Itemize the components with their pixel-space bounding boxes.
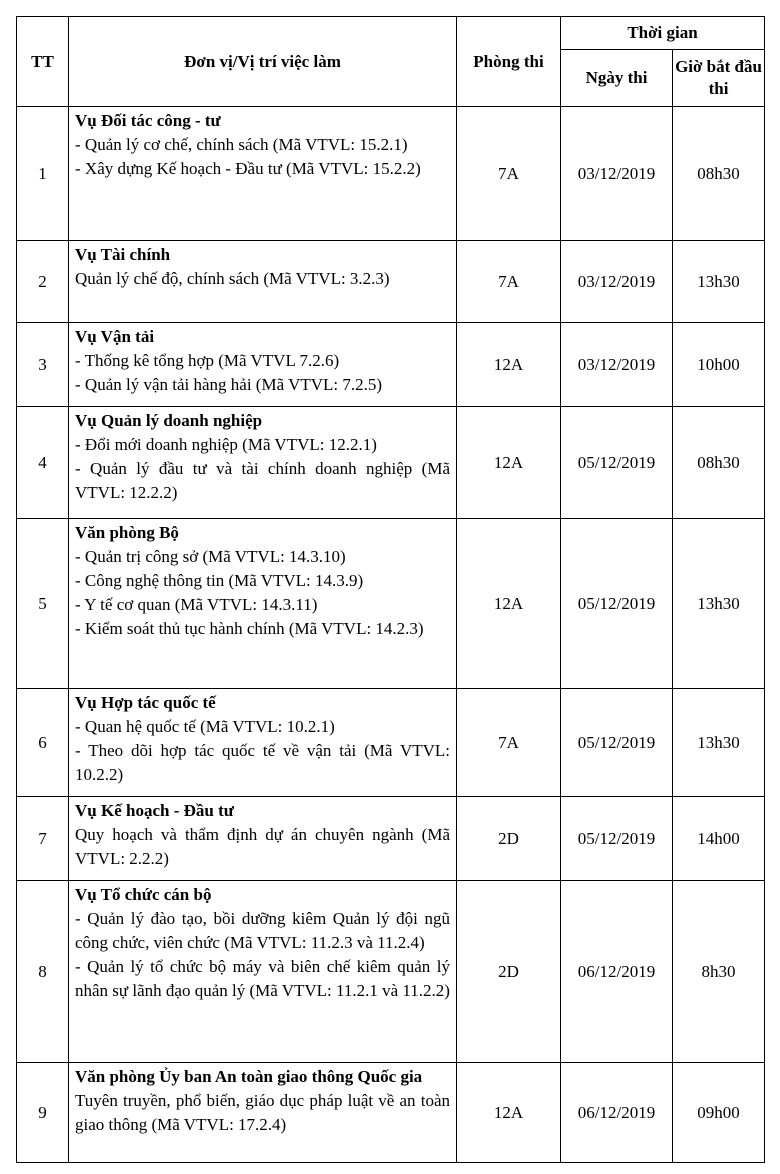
exam-date: 03/12/2019 (561, 323, 673, 407)
unit-name: Văn phòng Ủy ban An toàn giao thông Quốc gia (75, 1067, 423, 1086)
row-number: 6 (17, 689, 69, 797)
exam-date: 05/12/2019 (561, 407, 673, 519)
position-item: - Quan hệ quốc tế (Mã VTVL: 10.2.1) (75, 717, 335, 736)
unit-name: Vụ Hợp tác quốc tế (75, 693, 216, 712)
exam-date: 06/12/2019 (561, 881, 673, 1063)
exam-room: 7A (457, 107, 561, 241)
exam-date: 03/12/2019 (561, 241, 673, 323)
table-row (17, 881, 765, 1063)
table-row (17, 1063, 765, 1163)
unit-cell (69, 1063, 457, 1163)
exam-start-time: 13h30 (673, 689, 765, 797)
header-date: Ngày thi (561, 50, 673, 107)
header-tt: TT (17, 17, 69, 107)
exam-schedule-table (16, 16, 765, 1163)
unit-name: Vụ Đối tác công - tư (75, 111, 221, 130)
exam-date: 05/12/2019 (561, 797, 673, 881)
unit-cell (69, 881, 457, 1063)
unit-cell (69, 689, 457, 797)
unit-name: Vụ Quản lý doanh nghiệp (75, 411, 263, 430)
row-number: 9 (17, 1063, 69, 1163)
row-number: 5 (17, 519, 69, 689)
position-item: - Quản lý tổ chức bộ máy và biên chế kiêm quản lý nhân sự lãnh đạo quản lý (Mã VTVL: 11.2.1 và 11.2.2) (75, 957, 450, 1000)
table-row (17, 323, 765, 407)
table-row (17, 407, 765, 519)
unit-cell (69, 407, 457, 519)
exam-room: 12A (457, 323, 561, 407)
position-item: - Thống kê tổng hợp (Mã VTVL 7.2.6) (75, 351, 340, 370)
header-unit: Đơn vị/Vị trí việc làm (69, 17, 457, 107)
exam-room: 12A (457, 407, 561, 519)
exam-room: 12A (457, 519, 561, 689)
exam-start-time: 10h00 (673, 323, 765, 407)
position-item: - Đổi mới doanh nghiệp (Mã VTVL: 12.2.1) (75, 435, 377, 454)
position-item: - Công nghệ thông tin (Mã VTVL: 14.3.9) (75, 571, 364, 590)
unit-name: Vụ Tài chính (75, 245, 171, 264)
exam-start-time: 09h00 (673, 1063, 765, 1163)
exam-date: 05/12/2019 (561, 519, 673, 689)
unit-name: Vụ Vận tải (75, 327, 155, 346)
table-row (17, 107, 765, 241)
position-item: - Y tế cơ quan (Mã VTVL: 14.3.11) (75, 595, 318, 614)
position-item: Quy hoạch và thẩm định dự án chuyên ngành (Mã VTVL: 2.2.2) (75, 825, 450, 868)
header-time-group: Thời gian (561, 17, 765, 50)
exam-room: 7A (457, 689, 561, 797)
exam-room: 12A (457, 1063, 561, 1163)
position-item: - Quản lý đầu tư và tài chính doanh nghiệp (Mã VTVL: 12.2.2) (75, 459, 450, 502)
exam-room: 2D (457, 881, 561, 1063)
header-row-1 (17, 17, 765, 50)
unit-name: Vụ Kế hoạch - Đầu tư (75, 801, 234, 820)
position-item: - Quản trị công sở (Mã VTVL: 14.3.10) (75, 547, 346, 566)
position-item: - Quản lý đào tạo, bồi dưỡng kiêm Quản lý đội ngũ công chức, viên chức (Mã VTVL: 11.2.3 và 11.2.4) (75, 909, 450, 952)
table-row (17, 241, 765, 323)
position-item: - Kiểm soát thủ tục hành chính (Mã VTVL: 14.2.3) (75, 619, 424, 638)
exam-room: 2D (457, 797, 561, 881)
exam-start-time: 08h30 (673, 107, 765, 241)
exam-start-time: 13h30 (673, 241, 765, 323)
row-number: 4 (17, 407, 69, 519)
exam-start-time: 13h30 (673, 519, 765, 689)
row-number: 3 (17, 323, 69, 407)
unit-name: Vụ Tổ chức cán bộ (75, 885, 212, 904)
unit-name: Văn phòng Bộ (75, 523, 179, 542)
unit-cell (69, 519, 457, 689)
table-row (17, 689, 765, 797)
unit-cell (69, 323, 457, 407)
exam-date: 06/12/2019 (561, 1063, 673, 1163)
exam-start-time: 14h00 (673, 797, 765, 881)
exam-room: 7A (457, 241, 561, 323)
exam-date: 05/12/2019 (561, 689, 673, 797)
unit-cell (69, 797, 457, 881)
exam-start-time: 8h30 (673, 881, 765, 1063)
row-number: 2 (17, 241, 69, 323)
exam-date: 03/12/2019 (561, 107, 673, 241)
unit-cell (69, 107, 457, 241)
position-item: - Quản lý vận tải hàng hải (Mã VTVL: 7.2.5) (75, 375, 383, 394)
row-number: 1 (17, 107, 69, 241)
row-number: 7 (17, 797, 69, 881)
row-number: 8 (17, 881, 69, 1063)
position-item: - Theo dõi hợp tác quốc tế về vận tải (Mã VTVL: 10.2.2) (75, 741, 450, 784)
table-row (17, 519, 765, 689)
unit-cell (69, 241, 457, 323)
position-item: Tuyên truyền, phổ biến, giáo dục pháp luật về an toàn giao thông (Mã VTVL: 17.2.4) (75, 1091, 450, 1134)
position-item: Quản lý chế độ, chính sách (Mã VTVL: 3.2.3) (75, 269, 390, 288)
header-start-time: Giờ bắt đầu thi (673, 50, 765, 107)
header-room: Phòng thi (457, 17, 561, 107)
position-item: - Quản lý cơ chế, chính sách (Mã VTVL: 15.2.1) (75, 135, 408, 154)
exam-start-time: 08h30 (673, 407, 765, 519)
position-item: - Xây dựng Kế hoạch - Đầu tư (Mã VTVL: 15.2.2) (75, 159, 421, 178)
table-row (17, 797, 765, 881)
table-body (17, 107, 765, 1163)
